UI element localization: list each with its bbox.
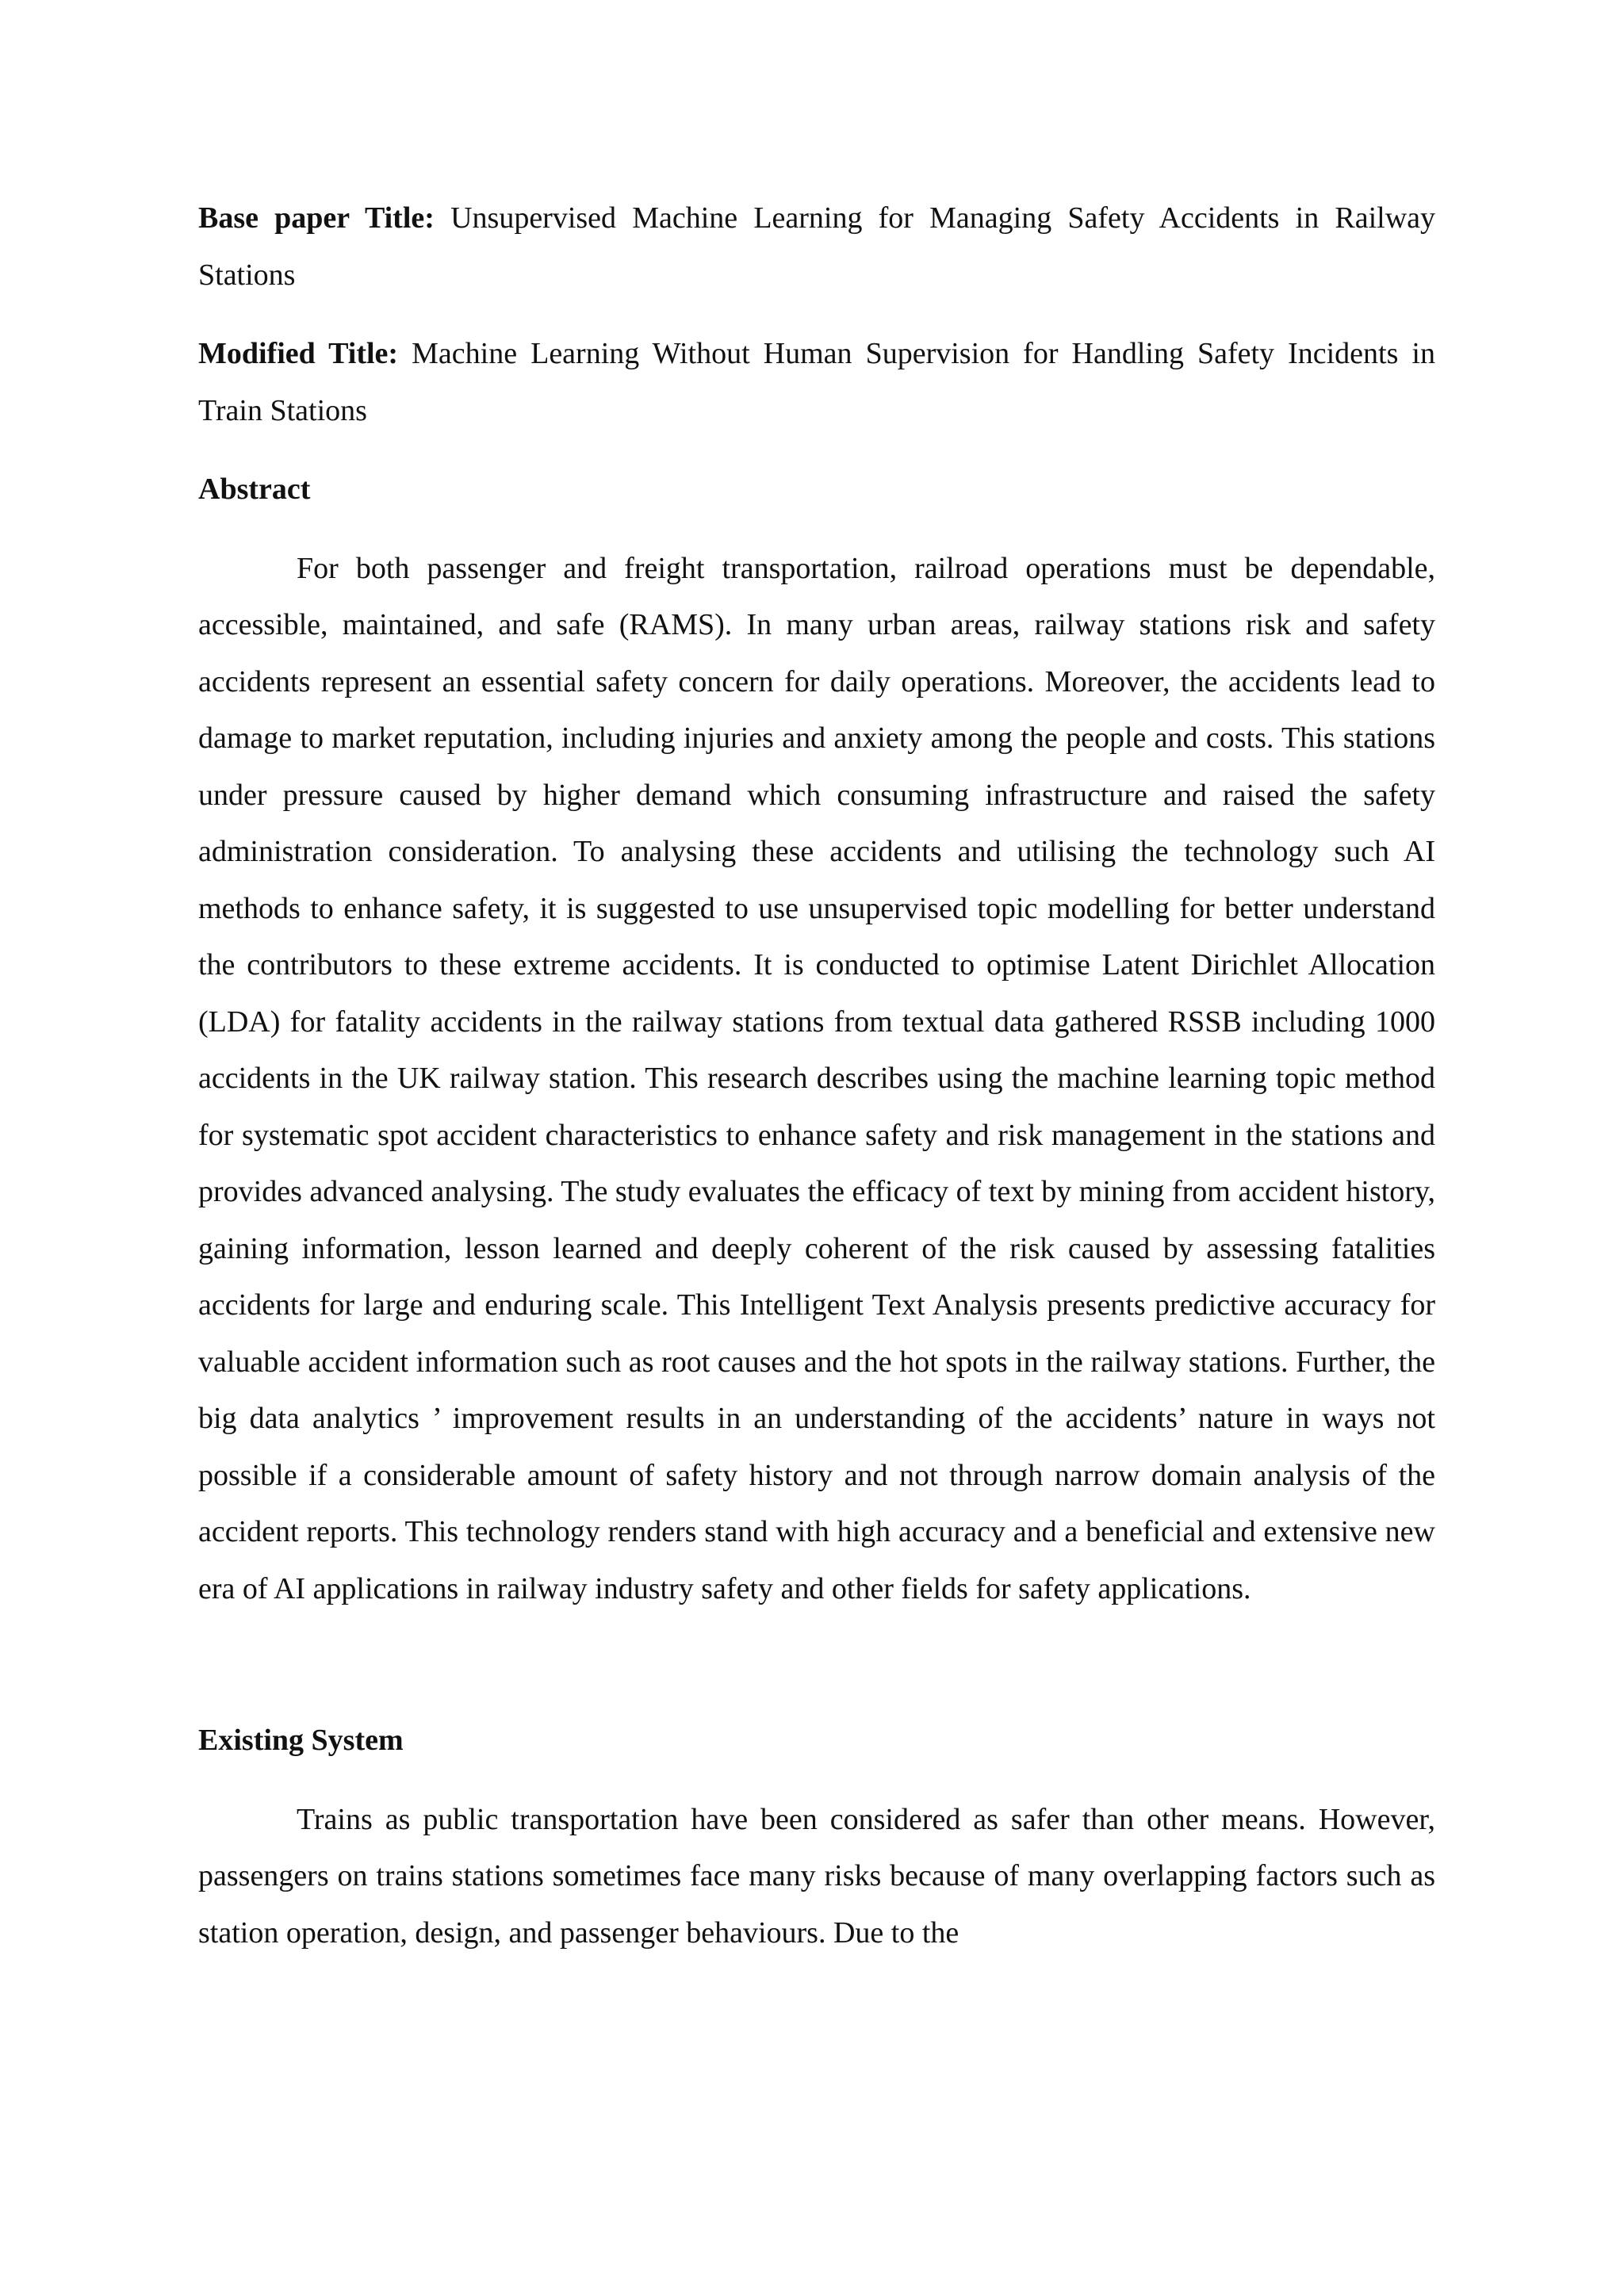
- base-paper-title-text: Unsupervised Machine Learning for Managing Safety Accidents in Railway Stations: [198, 201, 1435, 292]
- base-paper-title-label: Base paper Title:: [198, 201, 435, 235]
- base-paper-title: [198, 190, 1435, 304]
- existing-system-body: Trains as public transportation have been considered as safer than other means. However, passengers on trains stations sometimes face many risks because of many overlapping factors such as station operation, design, and passenger behaviours. Due to the: [198, 1802, 1435, 1950]
- modified-title-label: Modified Title:: [198, 337, 399, 370]
- abstract-body: For both passenger and freight transportation, railroad operations must be dependable, accessible, maintained, and safe (RAMS). In many urban areas, railway stations risk and safety accidents represent an essential safety concern for daily operations. Moreover, the accidents lead to damage to market reputation, including injuries and anxiety among the people and costs. This stations under pressure caused by higher demand which consuming infrastructure and raised the safety administration consideration. To analysing these accidents and utilising the technology such AI methods to enhance safety, it is suggested to use unsupervised topic modelling for better understand the contributors to these extreme accidents. It is conducted to optimise Latent Dirichlet Allocation (LDA) for fatality accidents in the railway stations from textual data gathered RSSB including 1000 accidents in the UK railway station. This research describes using the machine learning topic method for systematic spot accident characteristics to enhance safety and risk management in the stations and provides advanced analysing. The study evaluates the efficacy of text by mining from accident history, gaining information, lesson learned and deeply coherent of the risk caused by assessing fatalities accidents for large and enduring scale. This Intelligent Text Analysis presents predictive accuracy for valuable accident information such as root causes and the hot spots in the railway stations. Further, the big data analytics ’ improvement results in an understanding of the accidents’ nature in ways not possible if a considerable amount of safety history and not through narrow domain analysis of the accident reports. This technology renders stand with high accuracy and a beneficial and extensive new era of AI applications in railway industry safety and other fields for safety applications.: [198, 551, 1435, 1605]
- modified-title: [198, 326, 1435, 439]
- modified-title-text: Machine Learning Without Human Supervision for Handling Safety Incidents in Train Stations: [198, 337, 1435, 427]
- page-content: [198, 190, 1435, 1961]
- abstract-heading: Abstract: [198, 473, 311, 506]
- existing-system-heading: Existing System: [198, 1724, 404, 1757]
